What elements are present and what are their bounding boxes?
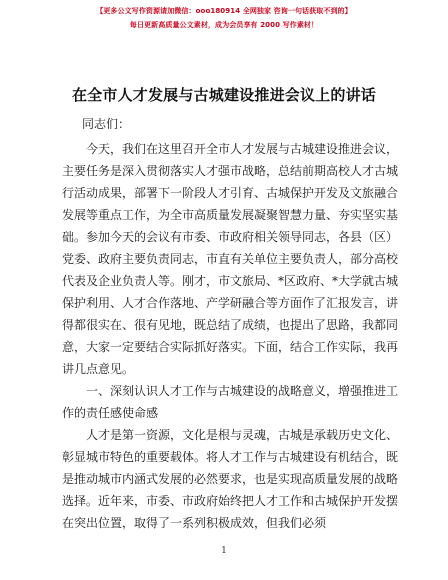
salutation: 同志们： [82,117,131,131]
promo-banner-line-1: 【更多公文写作资源请加微信：ooo180914 全网独家 咨询一句话获取不到的】 [96,7,352,15]
promo-banner [0,6,448,31]
document-body [62,113,398,534]
page-number: 1 [221,546,227,556]
section-heading-1: 一、深刻认识人才工作与古城建设的战略意义，增强推进工作的责任感使命感 [62,384,399,420]
document-title: 在全市人才发展与古城建设推进会议上的讲话 [71,86,376,104]
promo-banner-line-2: 每日更新高质量公文素材，成为会员享有 2000 写作素材！ [129,21,319,29]
paragraph-section-1: 人才是第一资源，文化是根与灵魂，古城是承载历史文化、彰显城市特色的重要载体。将人才工作与古城建设有机结合，既是推动城市内涵式发展的必然要求，也是实现高质量发展的战略选择。近年来，市委、市政府始终把人才工作和古城保护开发摆在突出位置，取得了一系列积极成效，但我们必须 [62,428,399,530]
paragraph-opening: 今天，我们在这里召开全市人才发展与古城建设推进会议，主要任务是深入贯彻落实人才强市战略，总结前期高校人才古城行活动成果，部署下一阶段人才引育、古城保护开发及文旅融合发展等重点工作，为全市高质量发展凝聚智慧力量、夯实坚实基础。参加今天的会议有市委、市政府相关领导同志，各县（区）党委、政府主要负责同志，市直有关单位主要负责人，部分高校代表及企业负责人等。刚才，市文旅局、*区政府、*大学就古城保护利用、人才合作落地、产学研融合等方面作了汇报发言，讲得都很实在、很有见地，既总结了成绩，也提出了思路，我都同意，大家一定要结合实际抓好落实。下面，结合工作实际，我再讲几点意见。 [62,142,399,376]
